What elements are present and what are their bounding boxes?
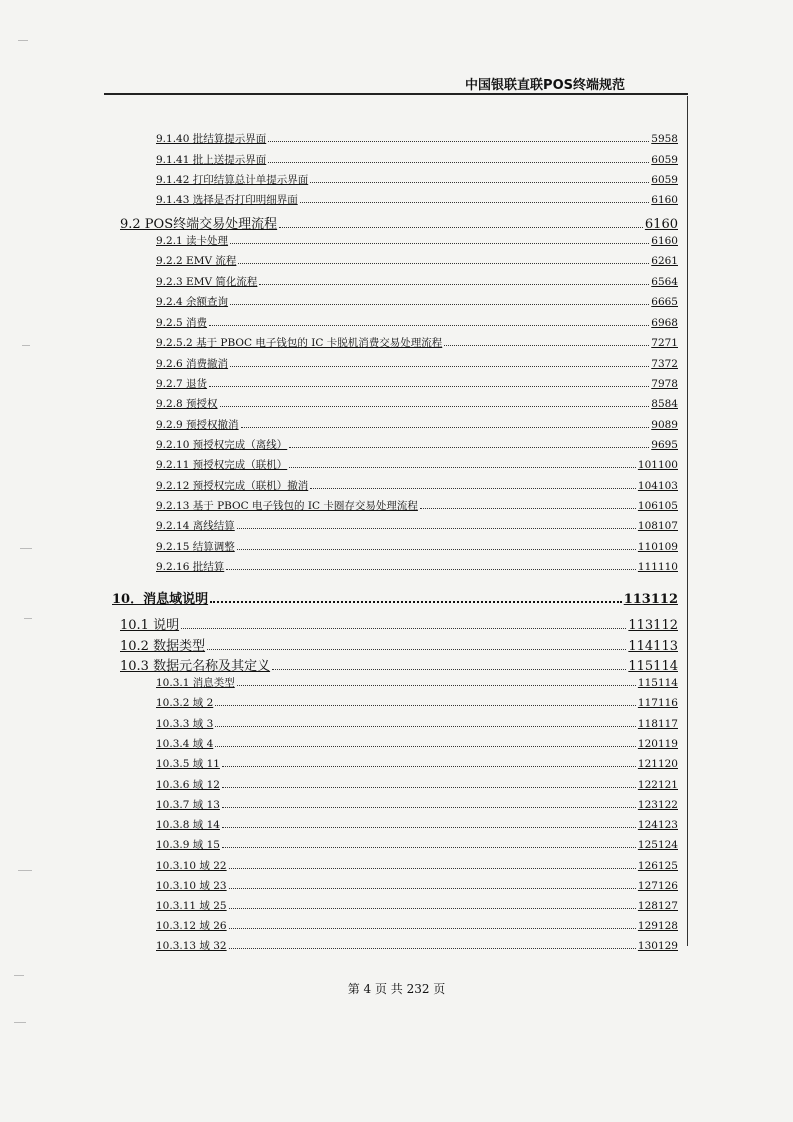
toc-entry[interactable] (156, 274, 678, 289)
toc-entry-page[interactable]: 110109 (637, 541, 678, 553)
toc-entry[interactable] (120, 614, 678, 633)
toc-leader-dots (268, 162, 649, 163)
toc-entry-label[interactable]: 9.2.13 基于 PBOC 电子钱包的 IC 卡圈存交易处理流程 (156, 500, 418, 512)
toc-leader-dots (230, 243, 649, 244)
toc-entry[interactable] (156, 675, 678, 690)
toc-leader-dots (289, 447, 649, 448)
toc-entry[interactable] (112, 588, 678, 607)
toc-entry-page[interactable]: 113112 (628, 618, 678, 633)
toc-entry-page[interactable]: 101100 (637, 459, 678, 471)
toc-leader-dots (222, 827, 636, 828)
toc-entry-label[interactable]: 9.2.5.2 基于 PBOC 电子钱包的 IC 卡脱机消费交易处理流程 (156, 337, 443, 349)
toc-entry[interactable] (156, 756, 678, 771)
toc-leader-dots (229, 928, 636, 929)
toc-entry[interactable] (156, 938, 678, 953)
toc-entry[interactable] (156, 478, 678, 493)
toc-leader-dots (222, 787, 636, 788)
toc-leader-dots (268, 141, 649, 142)
toc-leader-dots (181, 628, 626, 629)
toc-entry-label[interactable]: 10.3.11 域 25 (156, 900, 227, 912)
toc-entry-page[interactable]: 122121 (637, 779, 678, 791)
toc-entry[interactable] (156, 172, 678, 187)
toc-entry-label[interactable]: 9.2.3 EMV 简化流程 (156, 276, 258, 288)
toc-entry-page[interactable]: 124123 (637, 819, 678, 831)
toc-leader-dots (420, 508, 636, 509)
toc-entry-label[interactable]: 9.2 POS终端交易处理流程 (120, 217, 278, 232)
toc-entry-page[interactable]: 114113 (628, 639, 678, 654)
toc-entry-label[interactable]: 10.3 数据元名称及其定义 (120, 659, 271, 674)
toc-entry[interactable] (156, 315, 678, 330)
toc-entry-page[interactable]: 111110 (637, 561, 678, 573)
toc-entry-page[interactable]: 6261 (651, 255, 678, 267)
toc-entry-label[interactable]: 9.2.10 预授权完成（离线） (156, 439, 288, 451)
toc-entry[interactable] (156, 335, 678, 350)
toc-leader-dots (310, 182, 649, 183)
toc-leader-dots (222, 766, 636, 767)
toc-entry-page[interactable]: 8584 (651, 398, 678, 410)
toc-entry-label[interactable]: 10.3.2 域 2 (156, 697, 214, 709)
toc-entry-page[interactable]: 129128 (637, 920, 678, 932)
toc-entry[interactable] (156, 797, 678, 812)
toc-leader-dots (215, 746, 636, 747)
toc-entry-page[interactable]: 118117 (637, 718, 678, 730)
toc-entry-page[interactable]: 125124 (637, 839, 678, 851)
toc-entry[interactable] (156, 539, 678, 554)
toc-entry[interactable] (156, 457, 678, 472)
toc-entry-label[interactable]: 10.3.13 域 32 (156, 940, 227, 952)
toc-leader-dots (209, 325, 649, 326)
toc-entry-page[interactable]: 6160 (651, 194, 678, 206)
toc-entry[interactable] (156, 253, 678, 268)
toc-entry-label[interactable]: 10.3.9 域 15 (156, 839, 220, 851)
toc-entry-page[interactable]: 9089 (651, 419, 678, 431)
toc-entry[interactable] (156, 736, 678, 751)
toc-entry-page[interactable]: 117116 (637, 697, 678, 709)
toc-entry[interactable] (156, 396, 678, 411)
toc-entry-page[interactable]: 6665 (651, 296, 678, 308)
toc-entry-label[interactable]: 10.3.4 域 4 (156, 738, 214, 750)
toc-leader-dots (241, 427, 650, 428)
toc-leader-dots (279, 227, 643, 228)
toc-entry-page[interactable]: 126125 (637, 860, 678, 872)
toc-entry-page[interactable]: 5958 (651, 133, 678, 145)
toc-entry[interactable] (156, 437, 678, 452)
toc-entry[interactable] (156, 417, 678, 432)
toc-entry[interactable] (156, 376, 678, 391)
toc-leader-dots (229, 888, 636, 889)
toc-leader-dots (289, 467, 636, 468)
toc-entry-label[interactable]: 9.2.8 预授权 (156, 398, 218, 410)
toc-entry[interactable] (156, 498, 678, 513)
toc-entry[interactable] (156, 695, 678, 710)
toc-entry-label[interactable]: 10.3.10 域 23 (156, 880, 227, 892)
page-header-title: 中国银联直联POS终端规范 (465, 78, 625, 93)
toc-entry-page[interactable]: 6160 (644, 217, 678, 232)
toc-leader-dots (259, 284, 649, 285)
toc-entry-page[interactable]: 113112 (623, 592, 678, 607)
toc-entry-label[interactable]: 10.3.10 域 22 (156, 860, 227, 872)
toc-leader-dots (238, 263, 649, 264)
toc-entry[interactable] (156, 356, 678, 371)
toc-entry-page[interactable]: 6059 (651, 174, 678, 186)
toc-entry-page[interactable]: 6564 (651, 276, 678, 288)
toc-entry-label[interactable]: 9.2.9 预授权撤消 (156, 419, 239, 431)
toc-entry-label[interactable]: 9.1.41 批上送提示界面 (156, 154, 267, 166)
toc-entry[interactable] (120, 213, 678, 232)
toc-leader-dots (215, 726, 636, 727)
toc-entry-label[interactable]: 9.2.1 读卡处理 (156, 235, 229, 247)
toc-entry-label[interactable]: 9.2.7 退货 (156, 378, 208, 390)
toc-leader-dots (222, 807, 636, 808)
toc-entry-page[interactable]: 6968 (651, 317, 678, 329)
toc-leader-dots (220, 406, 650, 407)
toc-entry-label[interactable]: 9.2.5 消费 (156, 317, 208, 329)
toc-entry-label[interactable]: 10.2 数据类型 (120, 639, 206, 654)
toc-leader-dots (229, 868, 636, 869)
toc-entry-label[interactable]: 9.1.42 打印结算总计单提示界面 (156, 174, 309, 186)
toc-entry-page[interactable]: 128127 (637, 900, 678, 912)
toc-entry-page[interactable]: 7271 (651, 337, 678, 349)
toc-entry[interactable] (156, 837, 678, 852)
toc-entry-label[interactable]: 9.2.15 结算调整 (156, 541, 235, 553)
toc-entry-label[interactable]: 9.2.6 消费撤消 (156, 358, 229, 370)
toc-entry-label[interactable]: 9.2.11 预授权完成（联机） (156, 459, 288, 471)
toc-entry[interactable] (120, 655, 678, 674)
toc-leader-dots (229, 908, 636, 909)
toc-leader-dots (226, 569, 636, 570)
toc-entry-page[interactable]: 120119 (637, 738, 678, 750)
toc-entry[interactable] (156, 777, 678, 792)
toc-entry-page[interactable]: 123122 (637, 799, 678, 811)
toc-entry-label[interactable]: 10.3.5 域 11 (156, 758, 220, 770)
toc-entry[interactable] (156, 918, 678, 933)
toc-entry-page[interactable]: 127126 (637, 880, 678, 892)
toc-entry-label[interactable]: 9.1.40 批结算提示界面 (156, 133, 267, 145)
toc-leader-dots (230, 304, 649, 305)
toc-leader-dots (237, 685, 636, 686)
toc-entry-label[interactable]: 9.2.2 EMV 流程 (156, 255, 237, 267)
toc-entry-label[interactable]: 9.2.4 余额查询 (156, 296, 229, 308)
toc-entry-page[interactable]: 7372 (651, 358, 678, 370)
toc-entry[interactable] (156, 858, 678, 873)
toc-entry[interactable] (156, 878, 678, 893)
toc-entry-label[interactable]: 10.3.12 域 26 (156, 920, 227, 932)
toc-entry[interactable] (156, 518, 678, 533)
toc-entry[interactable] (156, 192, 678, 207)
toc-entry-label[interactable]: 10．消息域说明 (112, 592, 209, 607)
toc-leader-dots (272, 669, 626, 670)
toc-leader-dots (229, 948, 636, 949)
toc-entry[interactable] (120, 635, 678, 654)
toc-entry[interactable] (156, 131, 678, 146)
toc-entry[interactable] (156, 152, 678, 167)
toc-leader-dots (310, 488, 636, 489)
toc-entry-label[interactable]: 10.1 说明 (120, 618, 180, 633)
toc-entry-page[interactable]: 7978 (651, 378, 678, 390)
toc-leader-dots (237, 528, 636, 529)
toc-entry-page[interactable]: 115114 (637, 677, 678, 689)
toc-leader-dots (222, 847, 636, 848)
page-footer: 第 4 页 共 232 页 (347, 982, 446, 996)
toc-entry-page[interactable]: 130129 (637, 940, 678, 952)
toc-entry-page[interactable]: 108107 (637, 520, 678, 532)
toc-entry[interactable] (156, 233, 678, 248)
toc-entry-label[interactable]: 9.1.43 选择是否打印明细界面 (156, 194, 298, 206)
toc-leader-dots (237, 549, 636, 550)
toc-entry-page[interactable]: 115114 (628, 659, 678, 674)
toc-entry-label[interactable]: 9.2.12 预授权完成（联机）撤消 (156, 480, 309, 492)
toc-entry[interactable] (156, 817, 678, 832)
toc-entry-label[interactable]: 10.3.7 域 13 (156, 799, 220, 811)
toc-entry-page[interactable]: 104103 (637, 480, 678, 492)
toc-entry[interactable] (156, 559, 678, 574)
toc-entry-label[interactable]: 10.3.3 域 3 (156, 718, 214, 730)
toc-leader-dots (230, 366, 649, 367)
toc-entry-page[interactable]: 121120 (637, 758, 678, 770)
toc-entry-label[interactable]: 9.2.16 批结算 (156, 561, 225, 573)
toc-entry[interactable] (156, 294, 678, 309)
toc-leader-dots (207, 649, 626, 650)
toc-entry-page[interactable]: 6059 (651, 154, 678, 166)
toc-leader-dots (209, 386, 649, 387)
toc-leader-dots (215, 705, 636, 706)
toc-entry-label[interactable]: 10.3.6 域 12 (156, 779, 220, 791)
toc-entry-label[interactable]: 10.3.1 消息类型 (156, 677, 235, 689)
toc-entry[interactable] (156, 716, 678, 731)
toc-leader-dots (210, 601, 622, 603)
toc-entry-label[interactable]: 9.2.14 离线结算 (156, 520, 235, 532)
toc-entry-page[interactable]: 9695 (651, 439, 678, 451)
toc-entry-page[interactable]: 6160 (651, 235, 678, 247)
toc-leader-dots (444, 345, 649, 346)
toc-entry[interactable] (156, 898, 678, 913)
toc-entry-page[interactable]: 106105 (637, 500, 678, 512)
toc-leader-dots (300, 202, 650, 203)
toc-entry-label[interactable]: 10.3.8 域 14 (156, 819, 220, 831)
